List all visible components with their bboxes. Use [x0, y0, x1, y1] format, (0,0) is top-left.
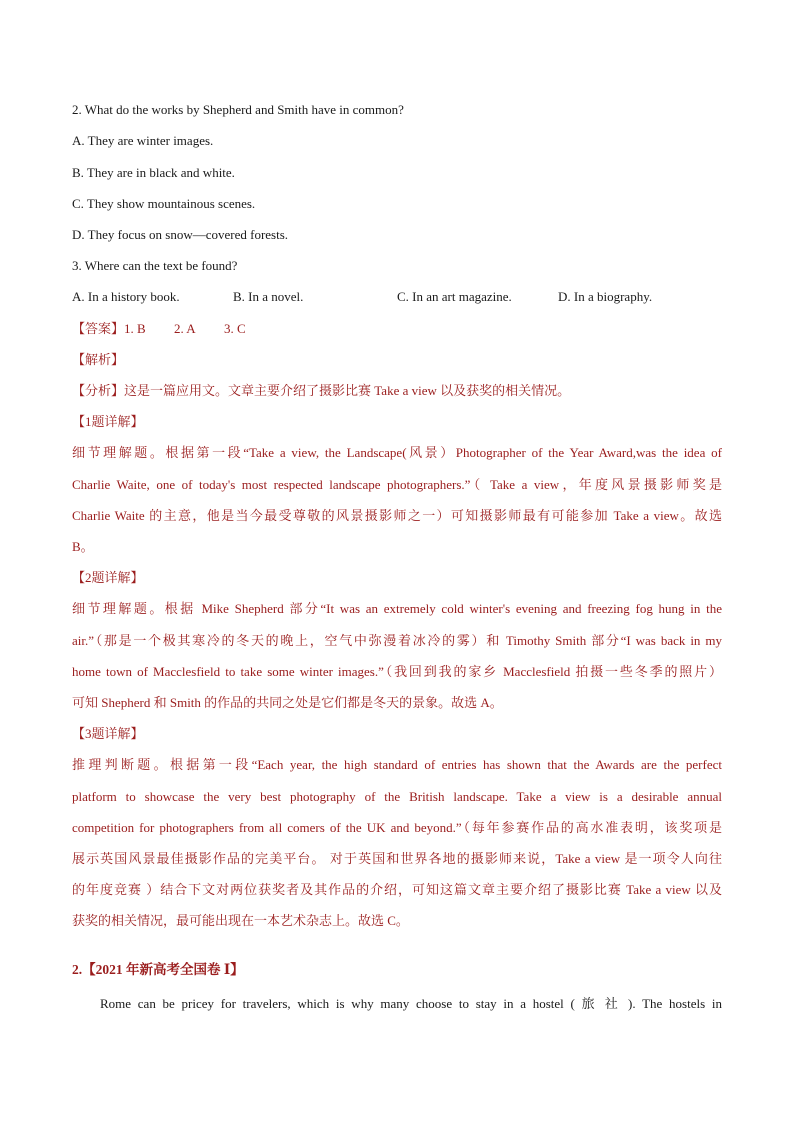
detail3-line-2: platform to showcase the very best photography of the British landscape. Take a view is a desirable annual — [72, 789, 722, 804]
summary-row — [72, 382, 722, 400]
q3-option-b: B. In a novel. — [233, 289, 304, 304]
q3-option-a: A. In a history book. — [72, 289, 180, 304]
summary-text: 这是一篇应用文。文章主要介绍了摄影比赛 Take a view 以及获奖的相关情况。 — [124, 383, 571, 398]
detail3-line-6: 获奖的相关情况，最可能出现在一本艺术杂志上。故选 C。 — [72, 913, 409, 928]
detail3-line-5: 的年度竞赛 ）结合下文对两位获奖者及其作品的介绍，可知这篇文章主要介绍了摄影比赛 Take a view 以及 — [72, 882, 722, 897]
q2-option-d: D. They focus on snow—covered forests. — [72, 227, 289, 242]
detail2-line-1: 细节理解题。根据 Mike Shepherd 部分“It was an extremely cold winter's evening and freezing fog hung in the — [72, 601, 722, 616]
detail1-line-2: Charlie Waite, one of today's most respected landscape photographers.”（ Take a view，年度风景摄影师奖是 — [72, 477, 722, 492]
detail2-label: 【2题详解】 — [72, 570, 144, 585]
q3-option-c: C. In an art magazine. — [397, 289, 512, 304]
detail2-line-3: home town of Macclesfield to take some winter images.”（我回到我的家乡 Macclesfield 拍摄一些冬季的照片） — [72, 664, 722, 679]
q3-option-d: D. In a biography. — [558, 289, 653, 304]
detail3-line-4: 展示英国风景最佳摄影作品的完美平台。 对于英国和世界各地的摄影师来说，Take a view 是一项令人向往 — [72, 851, 722, 866]
q2-option-b: B. They are in black and white. — [72, 165, 235, 180]
summary-label: 【分析】 — [72, 383, 125, 398]
next-section-title: 2.【2021 年新高考全国卷 Ⅰ】 — [72, 962, 244, 977]
detail1-label: 【1题详解】 — [72, 414, 144, 429]
q2-option-a: A. They are winter images. — [72, 133, 214, 148]
analysis-label: 【解析】 — [72, 352, 125, 367]
answer-label: 【答案】 — [72, 321, 125, 336]
q3-options — [72, 288, 722, 306]
detail1-line-3: Charlie Waite 的主意，他是当今最受尊敬的风景摄影师之一）可知摄影师最有可能参加 Take a view。故选 — [72, 508, 722, 523]
detail1-line-1: 细节理解题。根据第一段“Take a view, the Landscape(风景）Photographer of the Year Award,was the idea of — [72, 445, 722, 460]
q3-stem: 3. Where can the text be found? — [72, 258, 238, 273]
detail2-line-2: air.”（那是一个极其寒冷的冬天的晚上，空气中弥漫着冰冷的雾）和 Timothy Smith 部分“I was back in my — [72, 633, 722, 648]
detail3-line-3: competition for photographers from all comers of the UK and beyond.”（每年参赛作品的高水准表明，该奖项是 — [72, 820, 722, 835]
detail3-label: 【3题详解】 — [72, 726, 144, 741]
detail1-line-4: B。 — [72, 539, 94, 554]
detail3-line-1: 推理判断题。根据第一段“Each year, the high standard of entries has shown that the Awards are the perfect — [72, 757, 722, 772]
q2-stem: 2. What do the works by Shepherd and Smith have in common? — [72, 102, 404, 117]
answer-row — [72, 320, 722, 338]
detail2-line-4: 可知 Shepherd 和 Smith 的作品的共同之处是它们都是冬天的景象。故选 A。 — [72, 695, 503, 710]
answer-item-2: 2. A — [174, 321, 196, 336]
answer-item-1: 1. B — [124, 321, 146, 336]
next-section-first-line: Rome can be pricey for travelers, which is why many choose to stay in a hostel ( 旅 社 ). The hostels in — [100, 996, 722, 1011]
q2-option-c: C. They show mountainous scenes. — [72, 196, 256, 211]
answer-item-3: 3. C — [224, 321, 246, 336]
